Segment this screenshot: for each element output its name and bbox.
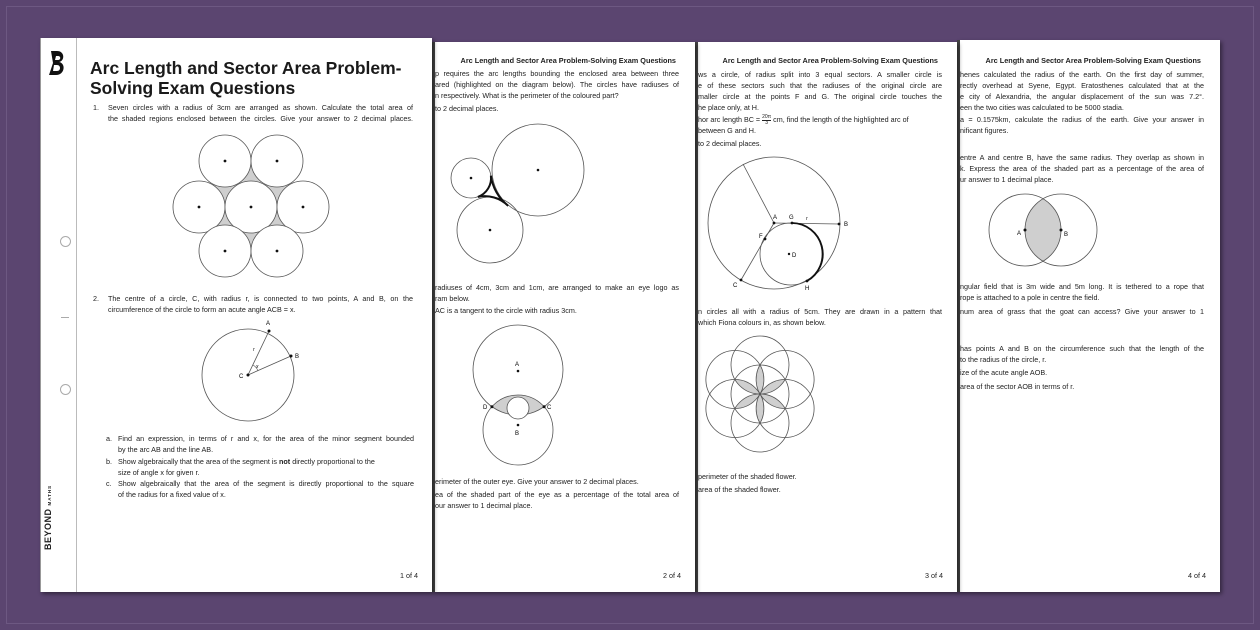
text: directly proportional to the — [290, 457, 375, 466]
question-number: 2. — [93, 294, 99, 303]
binder-hole — [60, 384, 71, 395]
subpart-letter: c. — [106, 479, 112, 488]
question-text: a = 0.1575km, calculate the radius of the earth. Give your answer in — [960, 115, 1204, 124]
worksheet-page-3 — [695, 42, 957, 592]
brand-wordmark — [43, 485, 53, 550]
question-text: area of the shaded flower. — [698, 485, 781, 494]
title-line: Arc Length and Sector Area Problem- — [90, 58, 402, 78]
label-a: A — [266, 321, 271, 327]
question-text: p requires the arc lengths bounding the enclosed area between three — [435, 69, 679, 78]
label-b: B — [515, 431, 520, 437]
label-c: C — [239, 374, 244, 380]
subpart-text: Show algebraically that the area of the segment is directly proportional to the square — [118, 479, 414, 488]
question-text: e of these sectors such that the radiuses of the original circle are — [698, 81, 942, 90]
overlapping-circles-diagram — [983, 190, 1103, 270]
label-f: F — [759, 234, 763, 240]
question-text: rope is attached to a pole in centre the field. — [960, 293, 1100, 302]
running-header: Arc Length and Sector Area Problem-Solving Exam Questions — [985, 56, 1201, 65]
question-text: to 2 decimal places. — [698, 139, 762, 148]
subpart-letter: a. — [106, 434, 112, 443]
brand-name: BEYOND — [43, 508, 53, 550]
question-text: between G and H. — [698, 126, 756, 135]
running-header: Arc Length and Sector Area Problem-Solving Exam Questions — [722, 56, 938, 65]
running-header: Arc Length and Sector Area Problem-Solving Exam Questions — [460, 56, 676, 65]
question-text: area of the sector AOB in terms of r. — [960, 382, 1075, 391]
question-text: een the two cities was calculated to be 5000 stadia. — [960, 103, 1124, 112]
subpart-text: Find an expression, in terms of r and x, for the area of the minor segment bounded — [118, 434, 414, 443]
question-text: ur answer to 1 decimal place. — [960, 175, 1054, 184]
subpart-text: of the radius for a fixed value of x. — [118, 490, 226, 499]
question-text: e city of Alexandria, the angular displacement of the sun was 7.2°. — [960, 92, 1204, 101]
question-text: rectly overhead at Syene, Egypt. Eratosthenes calculated that at the — [960, 81, 1204, 90]
circle-sector-diagram — [196, 320, 306, 425]
label-a: A — [773, 215, 778, 221]
flower-diagram — [708, 332, 823, 457]
brand-sub: MATHS — [47, 484, 52, 506]
label-r: r — [253, 347, 255, 353]
bold-text: not — [279, 457, 291, 466]
label-a: A — [515, 362, 520, 368]
question-text: entre A and centre B, have the same radius. They overlap as shown in — [960, 153, 1204, 162]
label-c: C — [547, 405, 552, 411]
question-text: k. Express the area of the shaded part as a percentage of the area of — [960, 164, 1204, 173]
question-text: has points A and B on the circumference such that the length of the — [960, 344, 1204, 353]
question-text: radiuses of 4cm, 3cm and 1cm, are arranged to make an eye logo as — [435, 283, 679, 292]
page-title — [90, 58, 402, 98]
question-text — [698, 114, 909, 126]
label-b: B — [295, 354, 300, 360]
subpart-letter: b. — [106, 457, 112, 466]
subpart-text: size of angle x for given r. — [118, 468, 200, 477]
question-text: Seven circles with a radius of 3cm are arranged as shown. Calculate the total area of — [108, 103, 413, 112]
beyond-logo-icon — [48, 50, 66, 76]
question-text: n respectively. What is the perimeter of the coloured part? — [435, 91, 619, 100]
question-text: the shaded regions enclosed between the circles. Give your answer to 2 decimal places. — [108, 114, 413, 123]
three-circles-diagram — [443, 125, 588, 270]
label-x: x — [256, 364, 259, 370]
question-text: num area of grass that the goat can access? Give your answer to 1 — [960, 307, 1204, 316]
question-text: perimeter of the shaded flower. — [698, 472, 797, 481]
fraction-numerator: 20π — [762, 113, 772, 120]
seven-circles-diagram — [171, 132, 331, 282]
worksheet-page-1 — [40, 38, 432, 592]
subpart-text — [118, 456, 414, 467]
question-text: AC is a tangent to the circle with radius 3cm. — [435, 306, 577, 315]
fraction-denominator: 3 — [765, 119, 769, 126]
question-text: The centre of a circle, C, with radius r, is connected to two points, A and B, on the — [108, 294, 413, 303]
title-line: Solving Exam Questions — [90, 78, 296, 98]
page-number: 4 of 4 — [1188, 571, 1206, 580]
question-text: nificant figures. — [960, 126, 1009, 135]
question-number: 1. — [93, 103, 99, 112]
label-b: B — [844, 222, 849, 228]
label-c: C — [733, 283, 738, 289]
label-h: H — [805, 286, 810, 292]
question-text: erimeter of the outer eye. Give your answer to 2 decimal places. — [435, 477, 639, 486]
question-text: ea of the shaded part of the eye as a percentage of the total area of — [435, 490, 679, 499]
subpart-text: by the arc AB and the line AB. — [118, 445, 214, 454]
question-text: which Fiona colours in, as shown below. — [698, 318, 826, 327]
binder-hole — [60, 236, 71, 247]
question-text: henes calculated the radius of the earth. On the first day of summer, — [960, 70, 1204, 79]
label-d: D — [792, 253, 797, 259]
text: hor arc length BC = — [698, 115, 763, 124]
question-text: ize of the acute angle AOB. — [960, 368, 1048, 377]
page-number: 3 of 4 — [925, 571, 943, 580]
label-g: G — [789, 215, 794, 221]
question-text: ngular field that is 3m wide and 5m long. It is tethered to a rope that — [960, 282, 1204, 291]
question-text: our answer to 1 decimal place. — [435, 501, 533, 510]
question-text: ws a circle, of radius split into 3 equal sectors. A smaller circle is — [698, 70, 942, 79]
question-text: circumference of the circle to form an acute angle ACB = x. — [108, 305, 296, 314]
page-number: 1 of 4 — [400, 571, 418, 580]
question-text: maller circle at the points F and G. The original circle touches the — [698, 92, 942, 101]
label-d: D — [483, 405, 488, 411]
text: cm, find the length of the highlighted arc of — [771, 115, 909, 124]
question-text: to 2 decimal places. — [435, 104, 499, 113]
fold-mark — [61, 317, 69, 318]
question-text: ared (highlighted on the diagram below). The circles have radiuses of — [435, 80, 679, 89]
worksheet-page-4 — [957, 40, 1220, 592]
worksheet-page-2 — [432, 42, 695, 592]
page-gutter-line — [76, 38, 77, 592]
shaded-lens — [1025, 199, 1061, 261]
question-text: n circles all with a radius of 5cm. They are drawn in a pattern that — [698, 307, 942, 316]
page-number: 2 of 4 — [663, 571, 681, 580]
text: Show algebraically that the area of the segment is — [118, 457, 280, 466]
eye-logo-diagram — [473, 320, 568, 470]
question-text: he place only, at H. — [698, 103, 759, 112]
sector-circle-diagram — [703, 150, 863, 295]
fraction — [762, 115, 771, 126]
label-r: r — [806, 216, 808, 222]
question-text: ram below. — [435, 294, 470, 303]
label-a: A — [1017, 231, 1022, 237]
question-text: to the radius of the circle, r. — [960, 355, 1047, 364]
label-b: B — [1064, 232, 1069, 238]
